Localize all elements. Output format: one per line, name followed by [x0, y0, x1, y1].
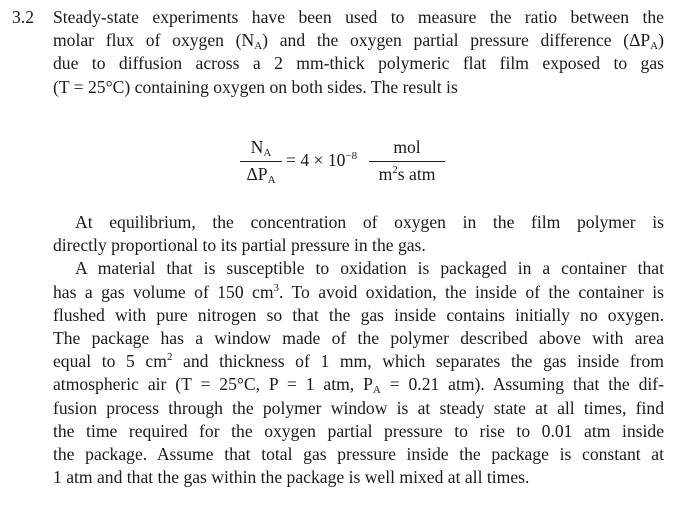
lhs-fraction [240, 137, 282, 185]
intro-line-2: molar flux of oxygen $(N_A)$ and the oxygen partial pressure difference $(\Delta P_A)$ [53, 30, 664, 53]
rhs-fraction [369, 137, 445, 185]
paragraphs-block [53, 211, 664, 489]
equilibrium-line-2: directly proportional to its partial pressure in the gas. [53, 235, 426, 256]
lhs-numerator: $N_A$ [250, 137, 272, 159]
package-line-7: fusion process through the polymer window is at steady state at all times, find [53, 397, 664, 418]
equilibrium-line-1: At equilibrium, the concentration of oxygen in the film polymer is [75, 212, 664, 232]
package-line-10: 1 atm and that the gas within the package is well mixed at all times. [53, 467, 530, 488]
package-line-3: flushed with pure nitrogen so that the gas inside contains initially no oxygen. [53, 304, 664, 325]
package-line-8: the time required for the oxygen partial pressure to rise to 0.01 atm inside [53, 420, 664, 441]
package-line-6: atmospheric air (T = 25°C, P = 1 atm, $P_A = 0.21$ atm). Assuming that the dif- [53, 374, 664, 397]
rhs-numerator: mol [393, 137, 421, 157]
lhs-denominator: $\Delta P_A$ [246, 164, 276, 186]
package-line-4: The package has a window made of the polymer described above with area [53, 328, 664, 349]
intro-line-3: due to diffusion across a 2 mm-thick polymeric flat film exposed to gas [53, 53, 664, 74]
rhs-denominator: $m^2s$ atm [378, 164, 436, 184]
problem-number: 3.2 [12, 7, 34, 27]
equation-middle: = $4 \times 10^{-8}$ [286, 150, 358, 170]
package-line-9: the package. Assume that total gas pressure inside the package is constant at [53, 444, 664, 465]
intro-line-4: (T = 25°C) containing oxygen on both sides. The result is [53, 76, 458, 97]
intro-line-1: Steady-state experiments have been used to measure the ratio between the [53, 7, 664, 27]
flux-equation [226, 133, 486, 193]
package-line-2: has a gas volume of 150 $cm^3$. To avoid oxidation, the inside of the container is [53, 281, 664, 302]
lhs-fraction-bar [240, 161, 282, 162]
rhs-fraction-bar [369, 161, 445, 162]
package-line-1: A material that is susceptible to oxidation is packaged in a container that [75, 258, 664, 279]
package-line-5: equal to 5 $cm^2$ and thickness of 1 mm, which separates the gas inside from [53, 351, 664, 372]
